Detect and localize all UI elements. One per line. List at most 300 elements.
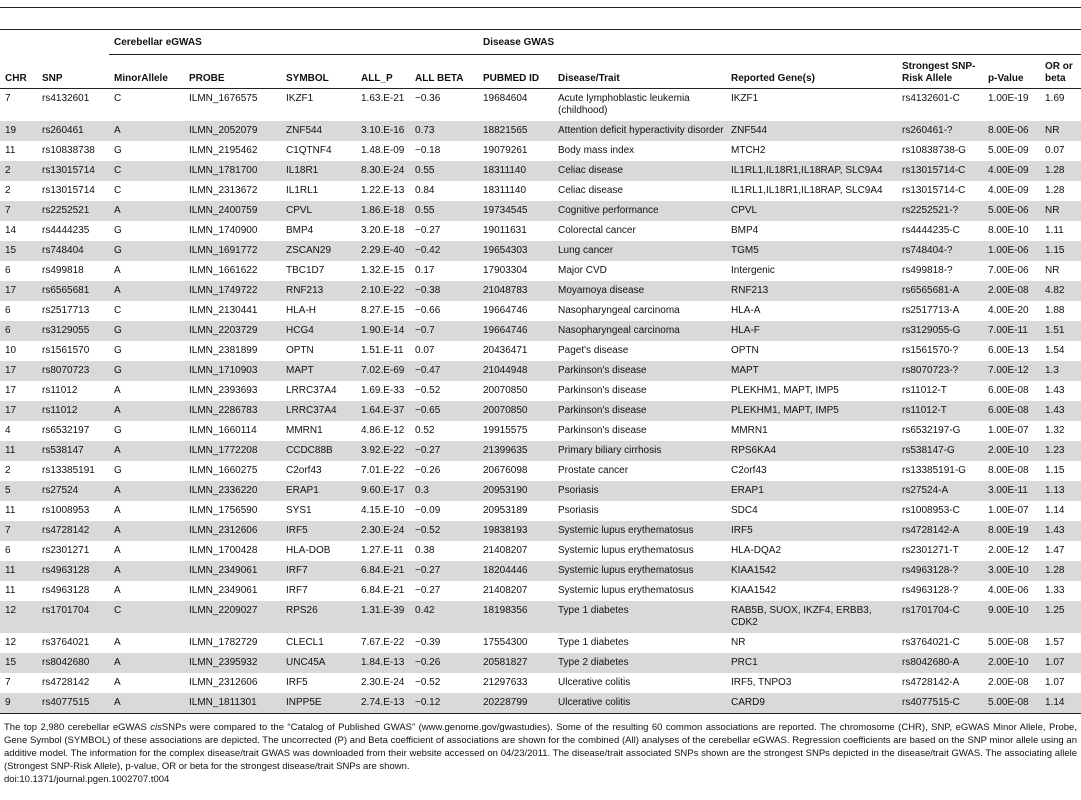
cell-reported-genes: PRC1 xyxy=(726,653,897,673)
caption-italic-cis: cis xyxy=(150,722,162,733)
cell-disease-trait: Body mass index xyxy=(558,145,635,156)
cell-all-p: 4.86.E-12 xyxy=(361,425,405,436)
cell-risk-allele: rs1008953-C xyxy=(902,505,960,516)
column-header-pubmed-id: PUBMED ID xyxy=(478,55,553,89)
cell-p-value: 1.00E-19 xyxy=(988,93,1029,104)
caption-text-start: The top 2,980 cerebellar eGWAS xyxy=(4,722,151,733)
cell-all-beta: −0.12 xyxy=(410,693,478,714)
cell-probe: ILMN_2209027 xyxy=(184,601,281,633)
cell-all-beta: −0.66 xyxy=(415,305,441,316)
cell-chr: 2 xyxy=(5,185,11,196)
cell-p-value: 6.00E-08 xyxy=(988,385,1029,396)
cell-reported-genes: RNF213 xyxy=(726,281,897,301)
table-row xyxy=(0,653,1081,673)
cell-chr: 7 xyxy=(5,93,11,104)
cell-minor-allele: G xyxy=(114,465,122,476)
cell-pubmed-id: 18821565 xyxy=(478,121,553,141)
cell-all-beta: 0.55 xyxy=(410,201,478,221)
cell-minor-allele: A xyxy=(114,385,121,396)
cell-reported-genes: NR xyxy=(731,637,746,648)
cell-or-beta: NR xyxy=(1040,201,1081,221)
cell-all-beta: −0.26 xyxy=(410,653,478,673)
cell-all-p: 2.30.E-24 xyxy=(361,677,405,688)
cell-snp: rs4963128 xyxy=(37,561,109,581)
table-row xyxy=(0,341,1081,361)
cell-snp: rs4077515 xyxy=(37,693,109,714)
cell-all-beta: 0.3 xyxy=(410,481,478,501)
cell-minor-allele: A xyxy=(109,121,184,141)
cell-risk-allele: rs6532197-G xyxy=(902,425,961,436)
cell-reported-genes: IRF5 xyxy=(726,521,897,541)
cell-all-p: 4.15.E-10 xyxy=(361,505,405,516)
cell-minor-allele: A xyxy=(109,281,184,301)
cell-risk-allele: rs260461-? xyxy=(897,121,983,141)
cell-minor-allele: G xyxy=(114,225,122,236)
cell-chr: 11 xyxy=(5,585,16,596)
cell-pubmed-id: 19079261 xyxy=(483,145,528,156)
cell-pubmed-id: 21408207 xyxy=(483,585,528,596)
column-header-row xyxy=(0,55,1081,89)
cell-p-value: 5.00E-08 xyxy=(983,693,1040,714)
cell-disease-trait: Attention deficit hyperactivity disorder xyxy=(553,121,726,141)
cell-disease-trait: Systemic lupus erythematosus xyxy=(558,545,694,556)
cell-minor-allele: A xyxy=(114,677,121,688)
cell-symbol: CLECL1 xyxy=(286,637,324,648)
cell-probe: ILMN_2395932 xyxy=(184,653,281,673)
cell-p-value: 4.00E-20 xyxy=(988,305,1029,316)
table-row xyxy=(0,381,1081,401)
cell-all-p: 1.63.E-21 xyxy=(361,93,405,104)
caption-text-rest: SNPs were compared to the “Catalog of Published GWAS” (www.genome.gov/gwastudies). Some of the resulting 60 common associations are reported. The chromosome (CHR), SNP, eGWAS Minor Allele, Probe, Gene Symbol (SYMBOL) of these associations are depicted. The uncorrected (P) and Beta coefficient of associations are shown for the combined (All) analyses of the cerebellar eGWAS. Regression coefficients are based on the SNP minor allele using an additive model. The information for the complex disease/trait GWAS was downloaded from their website accessed on 04/23/2011. The disease/trait associated SNPs shown are the strongest SNPs depicted in the disease/trait GWAS. The associating allele (Strongest SNP-Risk Allele), p-value, OR or beta for the strongest disease/trait SNPs are shown. xyxy=(4,722,1077,772)
cell-chr: 11 xyxy=(5,145,16,156)
column-header-symbol: SYMBOL xyxy=(281,55,356,89)
cell-all-beta: −0.18 xyxy=(415,145,441,156)
cell-all-p: 3.10.E-16 xyxy=(356,121,410,141)
cell-or-beta: 0.07 xyxy=(1045,145,1065,156)
cell-all-p: 9.60.E-17 xyxy=(356,481,410,501)
cell-all-beta: 0.07 xyxy=(415,345,435,356)
cell-probe: ILMN_1660114 xyxy=(189,425,257,436)
association-table xyxy=(0,30,1081,714)
cell-risk-allele: rs4728142-A xyxy=(897,521,983,541)
cell-risk-allele: rs538147-G xyxy=(897,441,983,461)
cell-minor-allele: C xyxy=(114,305,122,316)
cell-or-beta: 1.43 xyxy=(1040,401,1081,421)
table-row xyxy=(0,281,1081,301)
cell-risk-allele: rs11012-T xyxy=(897,401,983,421)
table-row xyxy=(0,601,1081,633)
cell-pubmed-id: 17554300 xyxy=(483,637,528,648)
cell-reported-genes: MAPT xyxy=(726,361,897,381)
cell-minor-allele: A xyxy=(114,545,121,556)
cell-p-value: 2.00E-08 xyxy=(983,281,1040,301)
cell-risk-allele: rs6565681-A xyxy=(897,281,983,301)
cell-disease-trait: Type 2 diabetes xyxy=(553,653,726,673)
cell-pubmed-id: 21408207 xyxy=(483,545,528,556)
cell-risk-allele: rs8042680-A xyxy=(897,653,983,673)
cell-reported-genes: SDC4 xyxy=(731,505,758,516)
column-header-probe: PROBE xyxy=(184,55,281,89)
cell-probe: ILMN_2349061 xyxy=(189,585,258,596)
cell-snp: rs11012 xyxy=(37,401,109,421)
cell-symbol: C1QTNF4 xyxy=(286,145,332,156)
cell-all-beta: 0.17 xyxy=(415,265,435,276)
cell-snp: rs10838738 xyxy=(42,145,95,156)
cell-risk-allele: rs2517713-A xyxy=(902,305,960,316)
cell-disease-trait: Moyamoya disease xyxy=(553,281,726,301)
cell-p-value: 1.00E-06 xyxy=(983,241,1040,261)
cell-chr: 11 xyxy=(0,561,37,581)
cell-all-beta: 0.84 xyxy=(415,185,435,196)
cell-probe: ILMN_1660275 xyxy=(189,465,258,476)
cell-chr: 15 xyxy=(0,241,37,261)
cell-pubmed-id: 19654303 xyxy=(478,241,553,261)
cell-probe: ILMN_2393693 xyxy=(189,385,258,396)
cell-snp: rs2301271 xyxy=(42,545,90,556)
cell-reported-genes: IRF5, TNPO3 xyxy=(731,677,792,688)
cell-disease-trait: Paget's disease xyxy=(558,345,629,356)
cell-all-p: 1.64.E-37 xyxy=(356,401,410,421)
cell-symbol: UNC45A xyxy=(281,653,356,673)
cell-snp: rs27524 xyxy=(37,481,109,501)
cell-minor-allele: C xyxy=(114,185,122,196)
cell-p-value: 7.00E-11 xyxy=(983,321,1040,341)
cell-probe: ILMN_1782729 xyxy=(189,637,258,648)
cell-minor-allele: A xyxy=(114,637,121,648)
cell-or-beta: 1.43 xyxy=(1045,385,1065,396)
cell-pubmed-id: 20070850 xyxy=(478,401,553,421)
cell-all-p: 8.27.E-15 xyxy=(361,305,405,316)
cell-all-beta: −0.42 xyxy=(410,241,478,261)
cell-disease-trait: Type 1 diabetes xyxy=(553,601,726,633)
cell-probe: ILMN_1676575 xyxy=(189,93,258,104)
cell-all-beta: 0.42 xyxy=(410,601,478,633)
cell-risk-allele: rs4728142-A xyxy=(902,677,960,688)
cell-disease-trait: Celiac disease xyxy=(558,185,624,196)
cell-snp: rs499818 xyxy=(42,265,84,276)
cell-or-beta: 1.33 xyxy=(1045,585,1065,596)
cell-symbol: IL1RL1 xyxy=(286,185,319,196)
cell-chr: 7 xyxy=(0,521,37,541)
cell-reported-genes: MMRN1 xyxy=(731,425,768,436)
cell-pubmed-id: 19664746 xyxy=(478,321,553,341)
table-body xyxy=(0,89,1081,714)
cell-pubmed-id: 18198356 xyxy=(478,601,553,633)
cell-disease-trait: Ulcerative colitis xyxy=(558,677,631,688)
cell-or-beta: 1.07 xyxy=(1040,653,1081,673)
cell-probe: ILMN_2400759 xyxy=(184,201,281,221)
cell-p-value: 6.00E-13 xyxy=(988,345,1029,356)
cell-disease-trait: Psoriasis xyxy=(558,505,599,516)
cell-p-value: 7.00E-06 xyxy=(988,265,1029,276)
cell-or-beta: 1.3 xyxy=(1040,361,1081,381)
cell-all-p: 1.86.E-18 xyxy=(356,201,410,221)
cell-snp: rs13015714 xyxy=(42,185,95,196)
column-header-all-beta: ALL BETA xyxy=(410,55,478,89)
cell-or-beta: 1.51 xyxy=(1040,321,1081,341)
cell-reported-genes: PLEKHM1, MAPT, IMP5 xyxy=(731,385,839,396)
cell-probe: ILMN_2381899 xyxy=(189,345,258,356)
cell-snp: rs2517713 xyxy=(42,305,90,316)
cell-disease-trait: Primary biliary cirrhosis xyxy=(553,441,726,461)
cell-all-p: 1.32.E-15 xyxy=(361,265,405,276)
cell-all-p: 7.01.E-22 xyxy=(361,465,405,476)
cell-all-beta: 0.52 xyxy=(415,425,435,436)
cell-p-value: 7.00E-12 xyxy=(983,361,1040,381)
cell-pubmed-id: 18311140 xyxy=(483,185,527,196)
cell-snp: rs11012 xyxy=(42,385,78,396)
header-gap xyxy=(0,8,1081,29)
cell-p-value: 1.00E-07 xyxy=(988,425,1029,436)
cell-all-p: 3.92.E-22 xyxy=(356,441,410,461)
cell-probe: ILMN_2312606 xyxy=(184,521,281,541)
cell-all-p: 1.27.E-11 xyxy=(361,545,404,556)
cell-all-beta: −0.26 xyxy=(415,465,441,476)
cell-all-p: 6.84.E-21 xyxy=(356,561,410,581)
cell-disease-trait: Parkinson's disease xyxy=(558,385,647,396)
cell-chr: 2 xyxy=(0,161,37,181)
cell-all-p: 1.48.E-09 xyxy=(361,145,405,156)
cell-probe: ILMN_1756590 xyxy=(189,505,258,516)
cell-symbol: RPS26 xyxy=(281,601,356,633)
cell-snp: rs3129055 xyxy=(37,321,109,341)
cell-chr: 5 xyxy=(0,481,37,501)
cell-risk-allele: rs11012-T xyxy=(902,385,947,396)
cell-minor-allele: G xyxy=(109,361,184,381)
cell-p-value: 8.00E-10 xyxy=(988,225,1029,236)
group-cerebellar-egwas: Cerebellar eGWAS xyxy=(109,30,478,55)
cell-or-beta: 1.11 xyxy=(1045,225,1064,236)
cell-p-value: 4.00E-09 xyxy=(983,161,1040,181)
cell-reported-genes: BMP4 xyxy=(731,225,759,236)
table-row xyxy=(0,673,1081,693)
cell-snp: rs8070723 xyxy=(37,361,109,381)
cell-or-beta: 1.57 xyxy=(1045,637,1065,648)
cell-pubmed-id: 19734545 xyxy=(478,201,553,221)
cell-snp: rs3764021 xyxy=(42,637,90,648)
cell-chr: 9 xyxy=(0,693,37,714)
cell-symbol: IL18R1 xyxy=(281,161,356,181)
cell-or-beta: 1.15 xyxy=(1045,465,1065,476)
cell-snp: rs13015714 xyxy=(37,161,109,181)
cell-snp: rs4963128 xyxy=(42,585,90,596)
cell-probe: ILMN_2195462 xyxy=(189,145,258,156)
cell-all-beta: −0.27 xyxy=(410,561,478,581)
table-row xyxy=(0,401,1081,421)
cell-minor-allele: A xyxy=(109,561,184,581)
table-row xyxy=(0,321,1081,341)
cell-all-p: 2.74.E-13 xyxy=(356,693,410,714)
table-row xyxy=(0,461,1081,481)
cell-symbol: SYS1 xyxy=(286,505,312,516)
cell-reported-genes: RPS6KA4 xyxy=(726,441,897,461)
cell-disease-trait: Parkinson's disease xyxy=(558,425,647,436)
cell-pubmed-id: 20953190 xyxy=(478,481,553,501)
cell-pubmed-id: 21048783 xyxy=(478,281,553,301)
cell-all-beta: −0.27 xyxy=(410,441,478,461)
cell-pubmed-id: 20228799 xyxy=(478,693,553,714)
cell-risk-allele: rs4132601-C xyxy=(902,93,960,104)
cell-pubmed-id: 19838193 xyxy=(478,521,553,541)
cell-symbol: C2orf43 xyxy=(286,465,322,476)
cell-all-p: 2.29.E-40 xyxy=(356,241,410,261)
cell-reported-genes: KIAA1542 xyxy=(731,585,777,596)
cell-all-beta: 0.55 xyxy=(410,161,478,181)
cell-minor-allele: A xyxy=(109,441,184,461)
cell-snp: rs748404 xyxy=(37,241,109,261)
doi-line: doi:10.1371/journal.pgen.1002707.t004 xyxy=(4,774,170,785)
cell-risk-allele: rs2301271-T xyxy=(902,545,959,556)
table-row xyxy=(0,89,1081,122)
cell-p-value: 1.00E-07 xyxy=(988,505,1029,516)
cell-pubmed-id: 21297633 xyxy=(483,677,528,688)
cell-reported-genes: C2orf43 xyxy=(731,465,767,476)
cell-all-beta: −0.39 xyxy=(415,637,441,648)
cell-p-value: 4.00E-09 xyxy=(988,185,1029,196)
table-row xyxy=(0,361,1081,381)
cell-minor-allele: A xyxy=(114,265,121,276)
cell-probe: ILMN_2203729 xyxy=(184,321,281,341)
cell-snp: rs1008953 xyxy=(42,505,90,516)
cell-reported-genes: CPVL xyxy=(726,201,897,221)
cell-p-value: 4.00E-06 xyxy=(988,585,1029,596)
cell-disease-trait: Parkinson's disease xyxy=(553,361,726,381)
cell-probe: ILMN_1710903 xyxy=(184,361,281,381)
cell-p-value: 8.00E-06 xyxy=(983,121,1040,141)
cell-minor-allele: G xyxy=(109,321,184,341)
table-row xyxy=(0,561,1081,581)
cell-pubmed-id: 21399635 xyxy=(478,441,553,461)
cell-snp: rs6532197 xyxy=(42,425,90,436)
cell-disease-trait: Ulcerative colitis xyxy=(553,693,726,714)
table-row xyxy=(0,421,1081,441)
cell-or-beta: 1.15 xyxy=(1040,241,1081,261)
cell-pubmed-id: 19011631 xyxy=(483,225,527,236)
cell-minor-allele: A xyxy=(109,481,184,501)
cell-risk-allele: rs8070723-? xyxy=(897,361,983,381)
cell-all-p: 1.84.E-13 xyxy=(356,653,410,673)
cell-all-beta: −0.52 xyxy=(415,385,441,396)
cell-probe: ILMN_2313672 xyxy=(189,185,258,196)
table-row xyxy=(0,301,1081,321)
table-row xyxy=(0,633,1081,653)
cell-pubmed-id: 20070850 xyxy=(483,385,528,396)
cell-minor-allele: A xyxy=(114,585,121,596)
column-header-risk-allele: Strongest SNP-Risk Allele xyxy=(897,55,983,89)
cell-probe: ILMN_1700428 xyxy=(189,545,258,556)
cell-all-p: 1.51.E-11 xyxy=(361,345,404,356)
cell-chr: 2 xyxy=(5,465,11,476)
cell-reported-genes: MTCH2 xyxy=(731,145,766,156)
cell-p-value: 2.00E-10 xyxy=(983,653,1040,673)
cell-minor-allele: G xyxy=(114,425,122,436)
cell-or-beta: 4.82 xyxy=(1040,281,1081,301)
cell-all-p: 1.31.E-39 xyxy=(356,601,410,633)
cell-all-beta: −0.36 xyxy=(415,93,441,104)
cell-snp: rs1561570 xyxy=(42,345,90,356)
cell-chr: 17 xyxy=(5,385,17,396)
cell-chr: 7 xyxy=(5,677,11,688)
cell-p-value: 9.00E-10 xyxy=(983,601,1040,633)
cell-all-p: 6.84.E-21 xyxy=(361,585,405,596)
cell-symbol: CPVL xyxy=(281,201,356,221)
table-row xyxy=(0,241,1081,261)
cell-minor-allele: A xyxy=(114,505,121,516)
cell-all-beta: −0.47 xyxy=(410,361,478,381)
cell-all-p: 7.02.E-69 xyxy=(356,361,410,381)
cell-risk-allele: rs3764021-C xyxy=(902,637,960,648)
cell-reported-genes: RAB5B, SUOX, IKZF4, ERBB3, CDK2 xyxy=(726,601,897,633)
cell-minor-allele: C xyxy=(109,601,184,633)
group-disease-gwas: Disease GWAS xyxy=(478,30,1081,55)
cell-disease-trait: Celiac disease xyxy=(553,161,726,181)
cell-minor-allele: G xyxy=(114,145,122,156)
cell-probe: ILMN_1691772 xyxy=(184,241,281,261)
cell-minor-allele: G xyxy=(114,345,122,356)
cell-all-beta: −0.7 xyxy=(410,321,478,341)
cell-symbol: IRF5 xyxy=(286,677,308,688)
cell-minor-allele: A xyxy=(109,201,184,221)
cell-reported-genes: HLA-F xyxy=(726,321,897,341)
cell-chr: 6 xyxy=(5,305,11,316)
cell-minor-allele: G xyxy=(109,241,184,261)
cell-disease-trait: Acute lymphoblastic leukemia (childhood) xyxy=(558,93,690,116)
cell-snp: rs538147 xyxy=(37,441,109,461)
cell-all-p: 2.10.E-22 xyxy=(356,281,410,301)
cell-or-beta: 1.32 xyxy=(1045,425,1065,436)
cell-reported-genes: IKZF1 xyxy=(731,93,759,104)
cell-pubmed-id: 19684604 xyxy=(483,93,528,104)
cell-reported-genes: HLA-DQA2 xyxy=(731,545,782,556)
cell-chr: 12 xyxy=(0,601,37,633)
cell-pubmed-id: 19664746 xyxy=(483,305,528,316)
cell-risk-allele: rs1561570-? xyxy=(902,345,959,356)
cell-risk-allele: rs1701704-C xyxy=(897,601,983,633)
cell-or-beta: NR xyxy=(1040,121,1081,141)
cell-disease-trait: Systemic lupus erythematosus xyxy=(553,521,726,541)
cell-disease-trait: Parkinson's disease xyxy=(553,401,726,421)
cell-reported-genes: IL1RL1,IL18R1,IL18RAP, SLC9A4 xyxy=(726,161,897,181)
cell-or-beta: 1.43 xyxy=(1040,521,1081,541)
group-header-row xyxy=(0,30,1081,55)
cell-or-beta: 1.28 xyxy=(1040,161,1081,181)
cell-chr: 11 xyxy=(0,441,37,461)
cell-pubmed-id: 18311140 xyxy=(478,161,553,181)
cell-symbol: TBC1D7 xyxy=(286,265,325,276)
cell-p-value: 3.00E-10 xyxy=(983,561,1040,581)
cell-snp: rs1701704 xyxy=(37,601,109,633)
cell-disease-trait: Lung cancer xyxy=(553,241,726,261)
table-row xyxy=(0,261,1081,281)
cell-minor-allele: C xyxy=(114,93,122,104)
cell-p-value: 5.00E-06 xyxy=(983,201,1040,221)
cell-probe: ILMN_1772208 xyxy=(184,441,281,461)
cell-symbol: MMRN1 xyxy=(286,425,323,436)
cell-disease-trait: Cognitive performance xyxy=(553,201,726,221)
cell-chr: 12 xyxy=(5,637,17,648)
cell-or-beta: 1.28 xyxy=(1040,561,1081,581)
table-row xyxy=(0,141,1081,161)
cell-snp: rs4132601 xyxy=(42,93,90,104)
cell-p-value: 5.00E-08 xyxy=(988,637,1029,648)
cell-symbol: RNF213 xyxy=(281,281,356,301)
cell-pubmed-id: 20676098 xyxy=(483,465,528,476)
cell-all-p: 1.90.E-14 xyxy=(356,321,410,341)
table-caption xyxy=(0,714,1081,773)
column-header-snp: SNP xyxy=(37,55,109,89)
cell-risk-allele: rs3129055-G xyxy=(897,321,983,341)
cell-all-beta: −0.65 xyxy=(410,401,478,421)
